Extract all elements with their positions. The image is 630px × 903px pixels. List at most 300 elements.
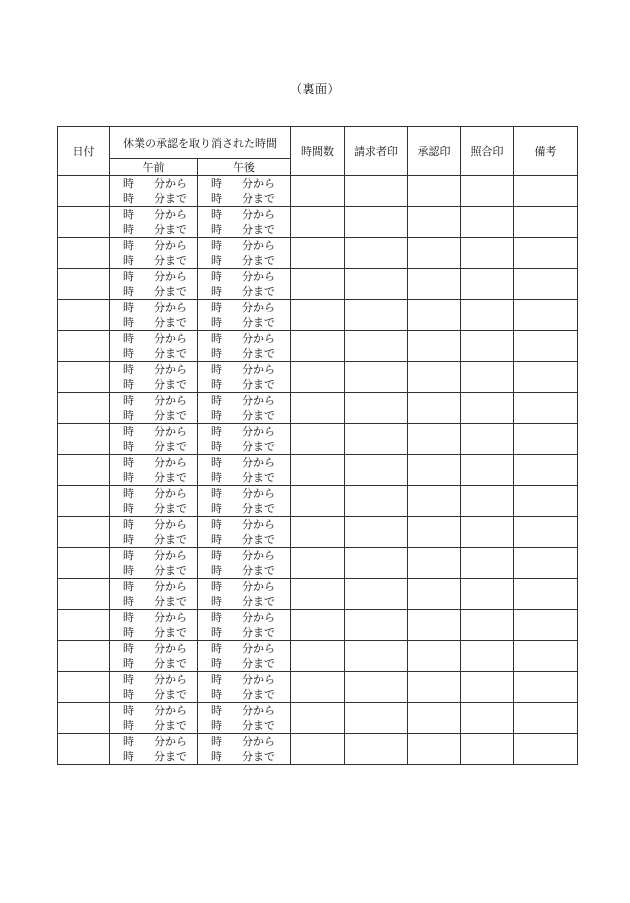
minute-from-label: 分から [242, 394, 275, 407]
header-leave-cancelled: 休業の承認を取り消された時間 [110, 127, 291, 159]
minute-from-label: 分から [242, 673, 275, 686]
am-until-line [110, 656, 197, 671]
minute-until-label: 分まで [154, 719, 187, 732]
requester-seal-cell[interactable] [345, 207, 408, 238]
pm-time-cell[interactable] [198, 331, 291, 362]
minute-until-label: 分まで [154, 223, 187, 236]
hour-label: 時 [211, 518, 222, 531]
pm-time-cell[interactable] [198, 672, 291, 703]
minute-until-label: 分まで [154, 440, 187, 453]
verify-seal-cell[interactable] [461, 579, 514, 610]
minute-until-label: 分まで [242, 409, 275, 422]
pm-time-cell[interactable] [198, 424, 291, 455]
verify-seal-cell[interactable] [461, 703, 514, 734]
am-from-line [110, 610, 197, 625]
page-title: （裏面） [289, 82, 340, 96]
remarks-cell[interactable] [514, 672, 578, 703]
am-from-line [110, 207, 197, 222]
minute-from-label: 分から [154, 611, 187, 624]
approval-seal-cell[interactable] [408, 424, 461, 455]
pm-from-line [198, 207, 290, 222]
date-cell[interactable] [58, 238, 110, 269]
hour-label: 時 [211, 285, 222, 298]
am-time-cell[interactable] [110, 672, 198, 703]
hour-label: 時 [123, 580, 134, 593]
minute-until-label: 分まで [242, 440, 275, 453]
am-until-line [110, 749, 197, 764]
remarks-cell[interactable] [514, 424, 578, 455]
pm-time-cell[interactable] [198, 207, 291, 238]
am-time-cell[interactable] [110, 362, 198, 393]
hours-cell[interactable] [291, 579, 345, 610]
requester-seal-cell[interactable] [345, 610, 408, 641]
minute-until-label: 分まで [154, 502, 187, 515]
am-until-line [110, 532, 197, 547]
hour-label: 時 [123, 301, 134, 314]
pm-from-line [198, 579, 290, 594]
table-row [58, 734, 578, 765]
hour-label: 時 [123, 285, 134, 298]
minute-from-label: 分から [154, 735, 187, 748]
minute-from-label: 分から [242, 735, 275, 748]
hours-cell[interactable] [291, 641, 345, 672]
remarks-cell[interactable] [514, 362, 578, 393]
remarks-cell[interactable] [514, 269, 578, 300]
hour-label: 時 [123, 378, 134, 391]
am-from-line [110, 455, 197, 470]
am-from-line [110, 176, 197, 191]
remarks-cell[interactable] [514, 176, 578, 207]
am-time-cell[interactable] [110, 176, 198, 207]
minute-until-label: 分まで [242, 657, 275, 670]
remarks-cell[interactable] [514, 300, 578, 331]
hour-label: 時 [123, 471, 134, 484]
hours-cell[interactable] [291, 517, 345, 548]
date-cell[interactable] [58, 331, 110, 362]
hour-label: 時 [123, 642, 134, 655]
am-time-cell[interactable] [110, 207, 198, 238]
remarks-cell[interactable] [514, 486, 578, 517]
am-until-line [110, 439, 197, 454]
am-from-line [110, 641, 197, 656]
remarks-cell[interactable] [514, 207, 578, 238]
am-time-cell[interactable] [110, 269, 198, 300]
table-row [58, 207, 578, 238]
hour-label: 時 [123, 208, 134, 221]
approval-seal-cell[interactable] [408, 362, 461, 393]
minute-from-label: 分から [242, 549, 275, 562]
minute-from-label: 分から [154, 270, 187, 283]
verify-seal-cell[interactable] [461, 517, 514, 548]
pm-until-line [198, 315, 290, 330]
minute-until-label: 分まで [154, 409, 187, 422]
pm-from-line [198, 610, 290, 625]
date-cell[interactable] [58, 734, 110, 765]
date-cell[interactable] [58, 176, 110, 207]
date-cell[interactable] [58, 641, 110, 672]
minute-until-label: 分まで [154, 533, 187, 546]
pm-from-line [198, 672, 290, 687]
pm-until-line [198, 439, 290, 454]
approval-seal-cell[interactable] [408, 300, 461, 331]
am-time-cell[interactable] [110, 486, 198, 517]
hour-label: 時 [123, 270, 134, 283]
pm-time-cell[interactable] [198, 238, 291, 269]
hours-cell[interactable] [291, 548, 345, 579]
hour-label: 時 [123, 719, 134, 732]
minute-from-label: 分から [242, 642, 275, 655]
minute-until-label: 分まで [154, 316, 187, 329]
requester-seal-cell[interactable] [345, 548, 408, 579]
minute-until-label: 分まで [242, 502, 275, 515]
hour-label: 時 [211, 673, 222, 686]
hours-cell[interactable] [291, 300, 345, 331]
remarks-cell[interactable] [514, 579, 578, 610]
hour-label: 時 [123, 611, 134, 624]
am-time-cell[interactable] [110, 424, 198, 455]
minute-until-label: 分まで [154, 471, 187, 484]
table-row [58, 393, 578, 424]
pm-until-line [198, 346, 290, 361]
verify-seal-cell[interactable] [461, 207, 514, 238]
am-from-line [110, 548, 197, 563]
requester-seal-cell[interactable] [345, 269, 408, 300]
approval-seal-cell[interactable] [408, 176, 461, 207]
hour-label: 時 [123, 735, 134, 748]
verify-seal-cell[interactable] [461, 238, 514, 269]
pm-time-cell[interactable] [198, 703, 291, 734]
am-until-line [110, 346, 197, 361]
hour-label: 時 [211, 440, 222, 453]
pm-time-cell[interactable] [198, 269, 291, 300]
header-approval-seal: 承認印 [408, 127, 461, 176]
am-time-cell[interactable] [110, 517, 198, 548]
remarks-cell[interactable] [514, 455, 578, 486]
hours-cell[interactable] [291, 269, 345, 300]
table-body [58, 176, 578, 765]
am-from-line [110, 672, 197, 687]
am-from-line [110, 393, 197, 408]
approval-seal-cell[interactable] [408, 331, 461, 362]
header-am: 午前 [110, 159, 198, 176]
date-cell[interactable] [58, 300, 110, 331]
approval-seal-cell[interactable] [408, 517, 461, 548]
hour-label: 時 [123, 750, 134, 763]
verify-seal-cell[interactable] [461, 362, 514, 393]
hours-cell[interactable] [291, 362, 345, 393]
date-cell[interactable] [58, 486, 110, 517]
pm-time-cell[interactable] [198, 455, 291, 486]
minute-until-label: 分まで [154, 347, 187, 360]
hours-cell[interactable] [291, 703, 345, 734]
date-cell[interactable] [58, 362, 110, 393]
verify-seal-cell[interactable] [461, 269, 514, 300]
am-until-line [110, 377, 197, 392]
verify-seal-cell[interactable] [461, 641, 514, 672]
hour-label: 時 [211, 394, 222, 407]
hours-cell[interactable] [291, 331, 345, 362]
hours-cell[interactable] [291, 734, 345, 765]
pm-from-line [198, 517, 290, 532]
am-until-line [110, 718, 197, 733]
pm-time-cell[interactable] [198, 610, 291, 641]
date-cell[interactable] [58, 393, 110, 424]
am-until-line [110, 191, 197, 206]
approval-seal-cell[interactable] [408, 703, 461, 734]
minute-until-label: 分まで [154, 750, 187, 763]
pm-from-line [198, 269, 290, 284]
requester-seal-cell[interactable] [345, 486, 408, 517]
remarks-cell[interactable] [514, 517, 578, 548]
pm-from-line [198, 424, 290, 439]
date-cell[interactable] [58, 207, 110, 238]
remarks-cell[interactable] [514, 610, 578, 641]
minute-from-label: 分から [154, 642, 187, 655]
requester-seal-cell[interactable] [345, 672, 408, 703]
am-from-line [110, 734, 197, 749]
table-row [58, 362, 578, 393]
approval-seal-cell[interactable] [408, 238, 461, 269]
remarks-cell[interactable] [514, 734, 578, 765]
am-from-line [110, 238, 197, 253]
approval-seal-cell[interactable] [408, 672, 461, 703]
am-time-cell[interactable] [110, 548, 198, 579]
hour-label: 時 [211, 626, 222, 639]
table-row [58, 455, 578, 486]
verify-seal-cell[interactable] [461, 610, 514, 641]
requester-seal-cell[interactable] [345, 641, 408, 672]
date-cell[interactable] [58, 579, 110, 610]
am-until-line [110, 253, 197, 268]
minute-until-label: 分まで [154, 595, 187, 608]
hour-label: 時 [123, 626, 134, 639]
hour-label: 時 [211, 735, 222, 748]
pm-time-cell[interactable] [198, 579, 291, 610]
am-time-cell[interactable] [110, 641, 198, 672]
requester-seal-cell[interactable] [345, 703, 408, 734]
minute-from-label: 分から [242, 239, 275, 252]
minute-from-label: 分から [242, 425, 275, 438]
hour-label: 時 [211, 704, 222, 717]
table-row [58, 331, 578, 362]
date-cell[interactable] [58, 455, 110, 486]
am-time-cell[interactable] [110, 331, 198, 362]
minute-until-label: 分まで [242, 719, 275, 732]
date-cell[interactable] [58, 424, 110, 455]
pm-until-line [198, 749, 290, 764]
pm-time-cell[interactable] [198, 641, 291, 672]
am-time-cell[interactable] [110, 610, 198, 641]
am-from-line [110, 486, 197, 501]
table-row [58, 610, 578, 641]
minute-from-label: 分から [242, 611, 275, 624]
requester-seal-cell[interactable] [345, 455, 408, 486]
requester-seal-cell[interactable] [345, 579, 408, 610]
hour-label: 時 [123, 688, 134, 701]
hour-label: 時 [123, 192, 134, 205]
date-cell[interactable] [58, 610, 110, 641]
approval-seal-cell[interactable] [408, 486, 461, 517]
pm-time-cell[interactable] [198, 362, 291, 393]
requester-seal-cell[interactable] [345, 424, 408, 455]
minute-from-label: 分から [242, 208, 275, 221]
pm-time-cell[interactable] [198, 300, 291, 331]
approval-seal-cell[interactable] [408, 610, 461, 641]
hour-label: 時 [211, 595, 222, 608]
pm-time-cell[interactable] [198, 486, 291, 517]
approval-seal-cell[interactable] [408, 641, 461, 672]
hour-label: 時 [211, 611, 222, 624]
minute-until-label: 分まで [242, 564, 275, 577]
requester-seal-cell[interactable] [345, 331, 408, 362]
minute-from-label: 分から [154, 208, 187, 221]
hours-cell[interactable] [291, 672, 345, 703]
hour-label: 時 [123, 533, 134, 546]
minute-from-label: 分から [154, 456, 187, 469]
pm-time-cell[interactable] [198, 734, 291, 765]
approval-seal-cell[interactable] [408, 269, 461, 300]
am-until-line [110, 408, 197, 423]
hours-cell[interactable] [291, 424, 345, 455]
hour-label: 時 [211, 549, 222, 562]
hour-label: 時 [211, 533, 222, 546]
hour-label: 時 [211, 270, 222, 283]
remarks-cell[interactable] [514, 548, 578, 579]
approval-seal-cell[interactable] [408, 393, 461, 424]
hour-label: 時 [211, 208, 222, 221]
hour-label: 時 [211, 564, 222, 577]
am-time-cell[interactable] [110, 734, 198, 765]
hours-cell[interactable] [291, 238, 345, 269]
minute-until-label: 分まで [242, 595, 275, 608]
hour-label: 時 [211, 177, 222, 190]
verify-seal-cell[interactable] [461, 331, 514, 362]
hour-label: 時 [211, 316, 222, 329]
hour-label: 時 [211, 750, 222, 763]
am-time-cell[interactable] [110, 238, 198, 269]
hour-label: 時 [211, 487, 222, 500]
pm-until-line [198, 253, 290, 268]
verify-seal-cell[interactable] [461, 424, 514, 455]
hours-cell[interactable] [291, 207, 345, 238]
am-time-cell[interactable] [110, 579, 198, 610]
remarks-cell[interactable] [514, 238, 578, 269]
hours-cell[interactable] [291, 393, 345, 424]
am-from-line [110, 300, 197, 315]
verify-seal-cell[interactable] [461, 548, 514, 579]
hour-label: 時 [211, 502, 222, 515]
hour-label: 時 [211, 347, 222, 360]
hours-cell[interactable] [291, 176, 345, 207]
hour-label: 時 [123, 254, 134, 267]
remarks-cell[interactable] [514, 703, 578, 734]
hour-label: 時 [123, 549, 134, 562]
approval-seal-cell[interactable] [408, 548, 461, 579]
hour-label: 時 [123, 177, 134, 190]
hours-cell[interactable] [291, 455, 345, 486]
approval-seal-cell[interactable] [408, 207, 461, 238]
date-cell[interactable] [58, 517, 110, 548]
hour-label: 時 [123, 347, 134, 360]
verify-seal-cell[interactable] [461, 672, 514, 703]
pm-until-line [198, 718, 290, 733]
requester-seal-cell[interactable] [345, 734, 408, 765]
pm-until-line [198, 501, 290, 516]
pm-time-cell[interactable] [198, 548, 291, 579]
hours-cell[interactable] [291, 610, 345, 641]
minute-from-label: 分から [242, 487, 275, 500]
am-time-cell[interactable] [110, 703, 198, 734]
table-row [58, 517, 578, 548]
minute-until-label: 分まで [154, 378, 187, 391]
requester-seal-cell[interactable] [345, 176, 408, 207]
approval-seal-cell[interactable] [408, 579, 461, 610]
minute-from-label: 分から [242, 301, 275, 314]
pm-until-line [198, 408, 290, 423]
hour-label: 時 [211, 456, 222, 469]
verify-seal-cell[interactable] [461, 486, 514, 517]
requester-seal-cell[interactable] [345, 362, 408, 393]
remarks-cell[interactable] [514, 393, 578, 424]
verify-seal-cell[interactable] [461, 734, 514, 765]
remarks-cell[interactable] [514, 641, 578, 672]
minute-until-label: 分まで [154, 564, 187, 577]
minute-until-label: 分まで [242, 254, 275, 267]
am-until-line [110, 315, 197, 330]
hour-label: 時 [123, 564, 134, 577]
remarks-cell[interactable] [514, 331, 578, 362]
am-from-line [110, 362, 197, 377]
hour-label: 時 [211, 239, 222, 252]
pm-from-line [198, 176, 290, 191]
requester-seal-cell[interactable] [345, 300, 408, 331]
table-row [58, 176, 578, 207]
verify-seal-cell[interactable] [461, 455, 514, 486]
am-from-line [110, 703, 197, 718]
pm-time-cell[interactable] [198, 176, 291, 207]
minute-from-label: 分から [154, 301, 187, 314]
approval-seal-cell[interactable] [408, 455, 461, 486]
am-time-cell[interactable] [110, 393, 198, 424]
am-until-line [110, 687, 197, 702]
verify-seal-cell[interactable] [461, 393, 514, 424]
verify-seal-cell[interactable] [461, 176, 514, 207]
am-time-cell[interactable] [110, 455, 198, 486]
date-cell[interactable] [58, 672, 110, 703]
minute-from-label: 分から [154, 425, 187, 438]
approval-seal-cell[interactable] [408, 734, 461, 765]
hour-label: 時 [123, 673, 134, 686]
requester-seal-cell[interactable] [345, 238, 408, 269]
date-cell[interactable] [58, 269, 110, 300]
am-until-line [110, 594, 197, 609]
pm-time-cell[interactable] [198, 393, 291, 424]
date-cell[interactable] [58, 703, 110, 734]
hour-label: 時 [211, 332, 222, 345]
requester-seal-cell[interactable] [345, 393, 408, 424]
am-until-line [110, 501, 197, 516]
verify-seal-cell[interactable] [461, 300, 514, 331]
minute-from-label: 分から [154, 487, 187, 500]
minute-until-label: 分まで [242, 688, 275, 701]
hour-label: 時 [211, 378, 222, 391]
date-cell[interactable] [58, 548, 110, 579]
hours-cell[interactable] [291, 486, 345, 517]
pm-time-cell[interactable] [198, 517, 291, 548]
hour-label: 時 [123, 363, 134, 376]
requester-seal-cell[interactable] [345, 517, 408, 548]
am-time-cell[interactable] [110, 300, 198, 331]
